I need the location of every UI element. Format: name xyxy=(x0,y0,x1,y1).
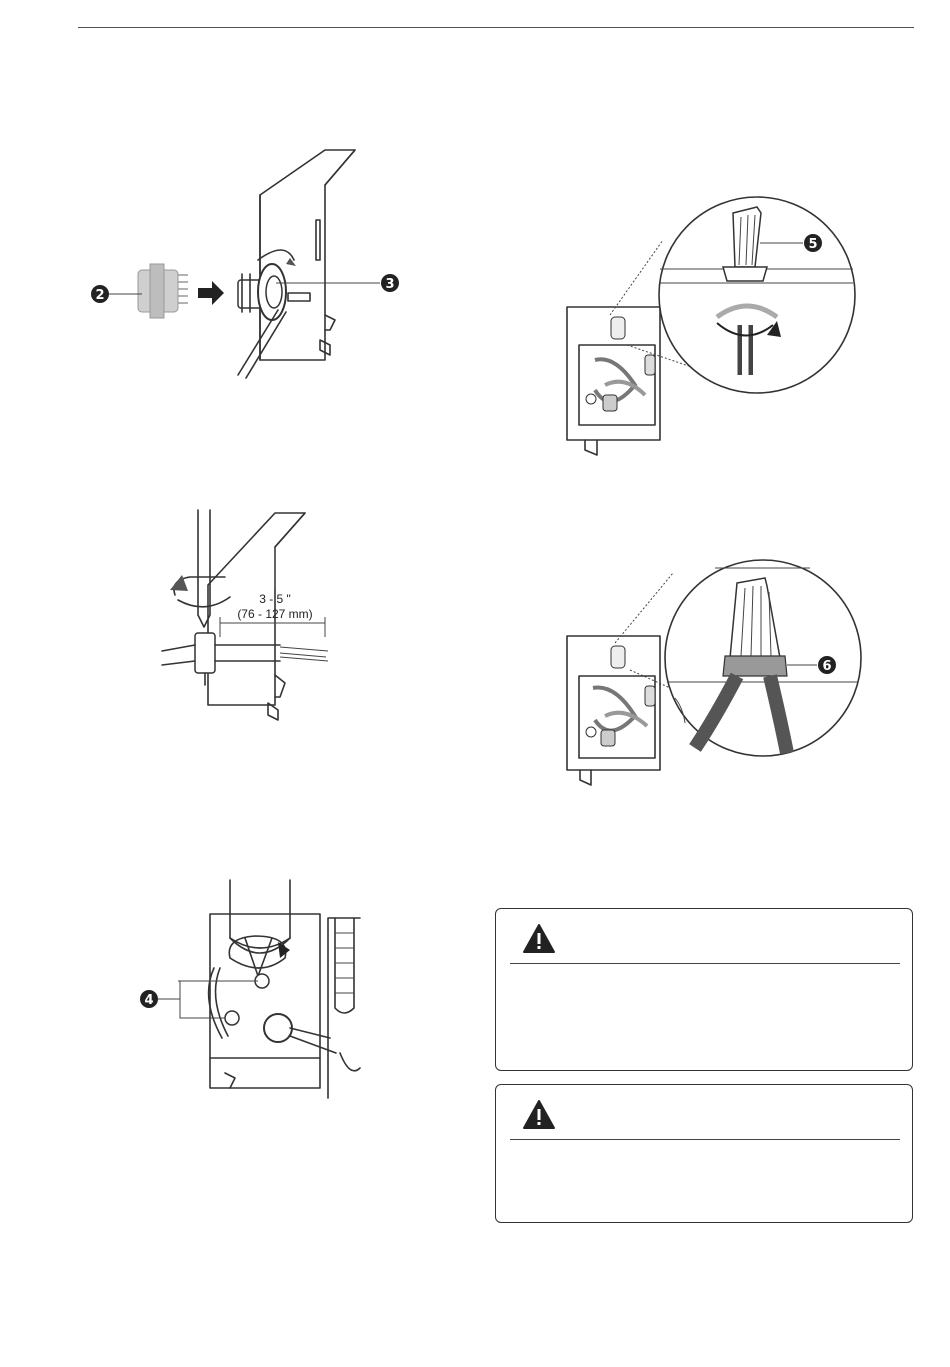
svg-text:4: 4 xyxy=(144,993,154,1008)
header-rule xyxy=(78,27,914,28)
warning-triangle-icon xyxy=(522,1099,556,1136)
dimension-inches: 3 - 5 " xyxy=(259,592,291,606)
svg-text:3: 3 xyxy=(385,277,395,292)
dimension-mm: (76 - 127 mm) xyxy=(237,607,313,621)
figure-wire-nut-twist xyxy=(555,185,865,460)
svg-text:2: 2 xyxy=(95,288,105,303)
figure-connector-install xyxy=(80,140,410,380)
svg-text:6: 6 xyxy=(822,659,832,674)
warning-header xyxy=(510,921,900,964)
connector-icon xyxy=(138,264,188,318)
warning-box-2 xyxy=(495,1084,913,1223)
warning-header xyxy=(510,1097,900,1140)
warning-box-1 xyxy=(495,908,913,1071)
figure-wire-nut-tape xyxy=(555,548,865,798)
warning-triangle-icon xyxy=(522,923,556,960)
figure-box-mounting xyxy=(130,878,365,1103)
figure-cable-strip-length xyxy=(150,505,350,725)
right-arrow-icon xyxy=(198,281,224,305)
svg-text:5: 5 xyxy=(808,237,818,252)
